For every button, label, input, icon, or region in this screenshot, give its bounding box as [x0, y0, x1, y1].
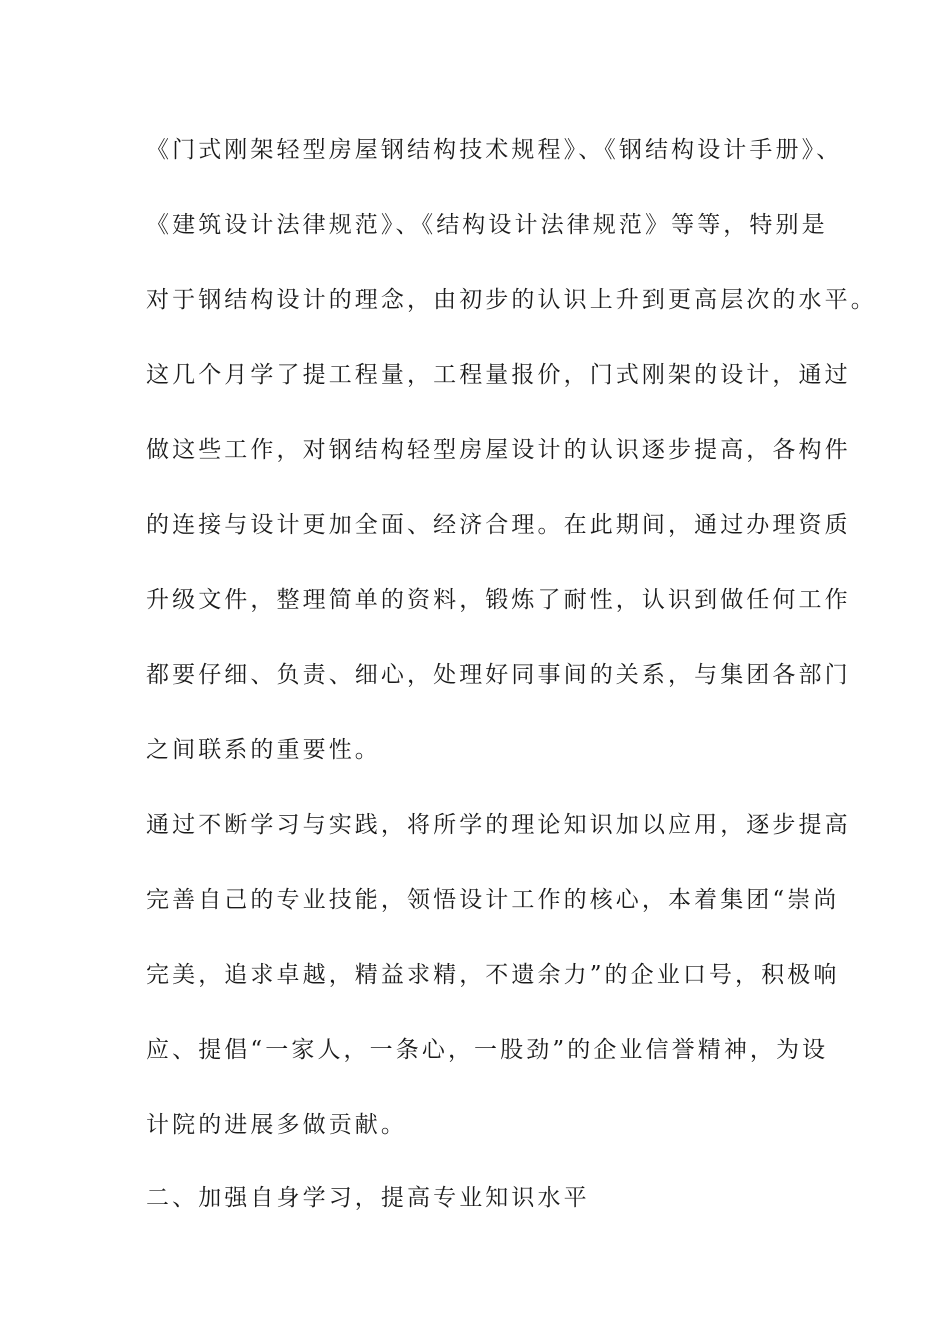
text-line: 对于钢结构设计的理念，由初步的认识上升到更高层次的水平。	[146, 287, 877, 313]
section-heading: 二、加强自身学习，提高专业知识水平	[146, 1185, 590, 1211]
text-line: 这几个月学了提工程量，工程量报价，门式刚架的设计，通过	[146, 362, 851, 388]
text-line: 完善自己的专业技能，领悟设计工作的核心，本着集团“崇尚	[146, 887, 840, 913]
text-line: 完美，追求卓越，精益求精，不遗余力”的企业口号，积极响	[146, 962, 840, 988]
text-line: 做这些工作，对钢结构轻型房屋设计的认识逐步提高，各构件	[146, 437, 851, 463]
text-line: 应、提倡“一家人，一条心，一股劲”的企业信誉精神，为设	[146, 1037, 829, 1063]
text-line: 《建筑设计法律规范》、《结构设计法律规范》等等，特别是	[146, 212, 828, 238]
text-line: 都要仔细、负责、细心，处理好同事间的关系，与集团各部门	[146, 662, 851, 688]
text-line: 升级文件，整理简单的资料，锻炼了耐性，认识到做任何工作	[146, 587, 851, 613]
text-line: 《门式刚架轻型房屋钢结构技术规程》、《钢结构设计手册》、	[146, 137, 843, 163]
text-line: 之间联系的重要性。	[146, 737, 381, 763]
text-line: 的连接与设计更加全面、经济合理。在此期间，通过办理资质	[146, 512, 851, 538]
text-line: 通过不断学习与实践，将所学的理论知识加以应用，逐步提高	[146, 812, 851, 838]
text-line: 计院的进展多做贡献。	[146, 1112, 407, 1138]
